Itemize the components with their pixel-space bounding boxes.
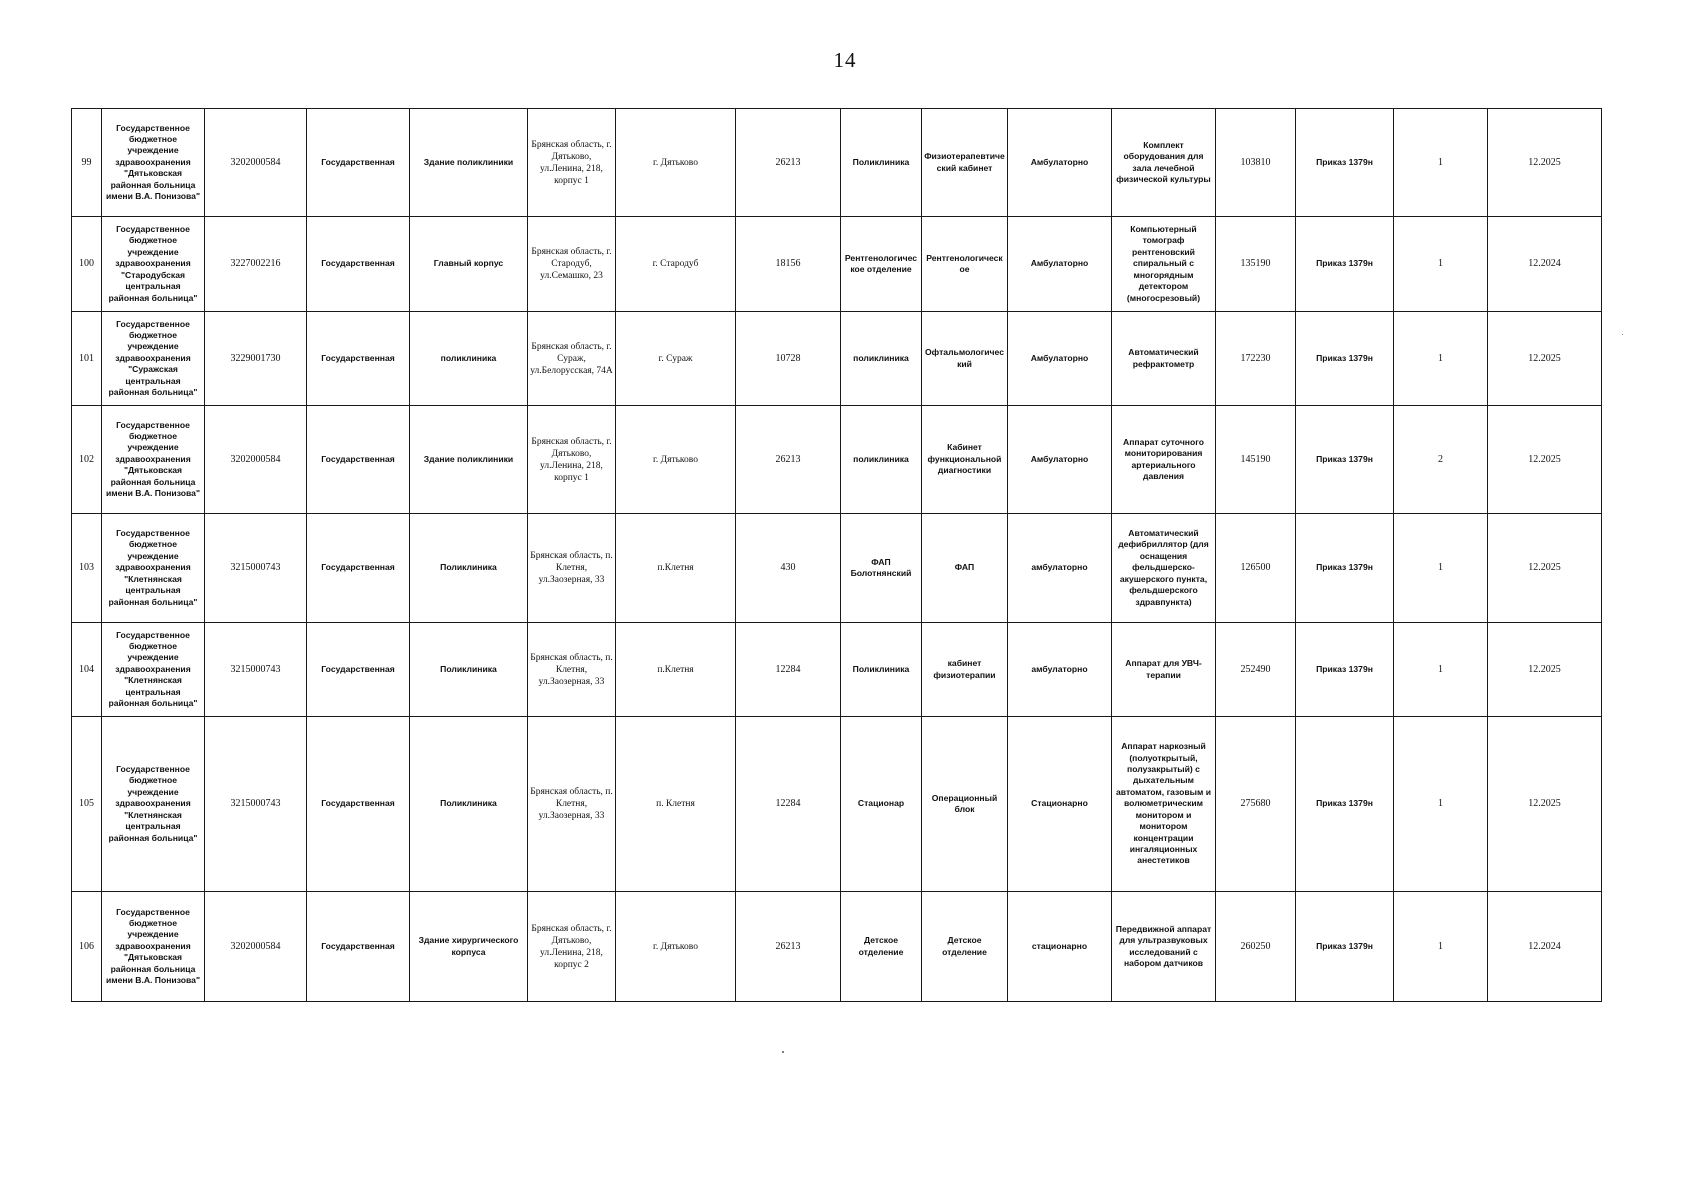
cell-quantity: 1: [1394, 623, 1488, 717]
cell-care-type: амбулаторно: [1008, 514, 1112, 623]
cell-ownership: Государственная: [307, 623, 410, 717]
table-row: [72, 717, 1602, 892]
cell-row-number: 104: [72, 623, 102, 717]
cell-population: 18156: [736, 217, 841, 312]
cell-unit: Физиотерапевтический кабинет: [922, 109, 1008, 217]
cell-address: Брянская область, п. Клетня, ул.Заозерная, 33: [528, 623, 616, 717]
cell-date: 12.2025: [1488, 717, 1602, 892]
cell-care-type: Амбулаторно: [1008, 109, 1112, 217]
cell-standard: Приказ 1379н: [1296, 514, 1394, 623]
cell-standard: Приказ 1379н: [1296, 892, 1394, 1002]
cell-department: Стационар: [841, 717, 922, 892]
cell-department: Детское отделение: [841, 892, 922, 1002]
equipment-table: [71, 108, 1602, 1002]
cell-ownership: Государственная: [307, 312, 410, 406]
cell-unit: кабинет физиотерапии: [922, 623, 1008, 717]
cell-building: поликлиника: [410, 312, 528, 406]
cell-address: Брянская область, п. Клетня, ул.Заозерная, 33: [528, 717, 616, 892]
cell-date: 12.2025: [1488, 109, 1602, 217]
cell-code: 260250: [1216, 892, 1296, 1002]
cell-equipment: Аппарат суточного мониторирования артериального давления: [1112, 406, 1216, 514]
cell-institution: Государственное бюджетное учреждение здравоохранения "Суражская центральная районная больница": [102, 312, 205, 406]
cell-care-type: Амбулаторно: [1008, 217, 1112, 312]
cell-date: 12.2024: [1488, 892, 1602, 1002]
cell-code: 172230: [1216, 312, 1296, 406]
cell-standard: Приказ 1379н: [1296, 312, 1394, 406]
cell-population: 26213: [736, 406, 841, 514]
cell-code: 103810: [1216, 109, 1296, 217]
cell-date: 12.2024: [1488, 217, 1602, 312]
cell-institution: Государственное бюджетное учреждение здравоохранения "Стародубская центральная районная больница": [102, 217, 205, 312]
cell-department: поликлиника: [841, 312, 922, 406]
cell-locality: п.Клетня: [616, 514, 736, 623]
cell-unit: Детское отделение: [922, 892, 1008, 1002]
cell-unit: Операционный блок: [922, 717, 1008, 892]
cell-institution: Государственное бюджетное учреждение здравоохранения "Клетнянская центральная районная больница": [102, 623, 205, 717]
cell-address: Брянская область, п. Клетня, ул.Заозерная, 33: [528, 514, 616, 623]
cell-department: Рентгенологическое отделение: [841, 217, 922, 312]
cell-quantity: 1: [1394, 514, 1488, 623]
cell-population: 10728: [736, 312, 841, 406]
cell-institution: Государственное бюджетное учреждение здравоохранения "Дятьковская районная больница имени В.А. Понизова": [102, 406, 205, 514]
cell-row-number: 103: [72, 514, 102, 623]
cell-row-number: 100: [72, 217, 102, 312]
cell-code: 126500: [1216, 514, 1296, 623]
cell-date: 12.2025: [1488, 406, 1602, 514]
cell-building: Поликлиника: [410, 514, 528, 623]
cell-date: 12.2025: [1488, 514, 1602, 623]
cell-equipment: Автоматический дефибриллятор (для оснащения фельдшерско-акушерского пункта, фельдшерского здравпункта): [1112, 514, 1216, 623]
cell-inn: 3229001730: [205, 312, 307, 406]
cell-ownership: Государственная: [307, 892, 410, 1002]
cell-standard: Приказ 1379н: [1296, 217, 1394, 312]
cell-locality: п.Клетня: [616, 623, 736, 717]
cell-inn: 3202000584: [205, 109, 307, 217]
cell-standard: Приказ 1379н: [1296, 406, 1394, 514]
cell-care-type: стационарно: [1008, 892, 1112, 1002]
cell-address: Брянская область, г. Дятьково, ул.Ленина, 218, корпус 1: [528, 406, 616, 514]
cell-department: поликлиника: [841, 406, 922, 514]
cell-address: Брянская область, г. Сураж, ул.Белорусская, 74А: [528, 312, 616, 406]
cell-locality: г. Дятьково: [616, 109, 736, 217]
page-number: 14: [833, 48, 857, 72]
table-row: [72, 406, 1602, 514]
cell-code: 252490: [1216, 623, 1296, 717]
cell-building: Здание поликлиники: [410, 406, 528, 514]
cell-population: 12284: [736, 623, 841, 717]
cell-standard: Приказ 1379н: [1296, 623, 1394, 717]
cell-address: Брянская область, г. Дятьково, ул.Ленина, 218, корпус 2: [528, 892, 616, 1002]
cell-building: Поликлиника: [410, 717, 528, 892]
cell-building: Главный корпус: [410, 217, 528, 312]
table-row: [72, 514, 1602, 623]
cell-quantity: 1: [1394, 109, 1488, 217]
cell-quantity: 1: [1394, 217, 1488, 312]
cell-building: Поликлиника: [410, 623, 528, 717]
cell-care-type: Амбулаторно: [1008, 406, 1112, 514]
table-row: [72, 623, 1602, 717]
cell-population: 430: [736, 514, 841, 623]
cell-unit: Рентгенологическое: [922, 217, 1008, 312]
cell-row-number: 101: [72, 312, 102, 406]
cell-inn: 3215000743: [205, 717, 307, 892]
cell-locality: п. Клетня: [616, 717, 736, 892]
cell-building: Здание хирургического корпуса: [410, 892, 528, 1002]
cell-ownership: Государственная: [307, 406, 410, 514]
table-row: [72, 892, 1602, 1002]
cell-standard: Приказ 1379н: [1296, 717, 1394, 892]
cell-ownership: Государственная: [307, 109, 410, 217]
cell-address: Брянская область, г. Стародуб, ул.Семашко, 23: [528, 217, 616, 312]
cell-department: Поликлиника: [841, 109, 922, 217]
cell-ownership: Государственная: [307, 514, 410, 623]
cell-institution: Государственное бюджетное учреждение здравоохранения "Клетнянская центральная районная больница": [102, 514, 205, 623]
cell-locality: г. Сураж: [616, 312, 736, 406]
cell-department: ФАП Болотнянский: [841, 514, 922, 623]
cell-date: 12.2025: [1488, 623, 1602, 717]
table-row: [72, 109, 1602, 217]
cell-building: Здание поликлиники: [410, 109, 528, 217]
cell-standard: Приказ 1379н: [1296, 109, 1394, 217]
cell-quantity: 1: [1394, 892, 1488, 1002]
cell-ownership: Государственная: [307, 717, 410, 892]
cell-inn: 3202000584: [205, 406, 307, 514]
scan-speck: [782, 1051, 784, 1053]
cell-care-type: Амбулаторно: [1008, 312, 1112, 406]
cell-quantity: 1: [1394, 717, 1488, 892]
cell-locality: г. Стародуб: [616, 217, 736, 312]
cell-unit: Офтальмологический: [922, 312, 1008, 406]
cell-population: 26213: [736, 109, 841, 217]
cell-inn: 3215000743: [205, 514, 307, 623]
cell-institution: Государственное бюджетное учреждение здравоохранения "Дятьковская районная больница имени В.А. Понизова": [102, 109, 205, 217]
cell-locality: г. Дятьково: [616, 892, 736, 1002]
cell-row-number: 106: [72, 892, 102, 1002]
cell-population: 26213: [736, 892, 841, 1002]
cell-row-number: 102: [72, 406, 102, 514]
cell-quantity: 1: [1394, 312, 1488, 406]
cell-institution: Государственное бюджетное учреждение здравоохранения "Дятьковская районная больница имени В.А. Понизова": [102, 892, 205, 1002]
cell-inn: 3215000743: [205, 623, 307, 717]
cell-equipment: Комплект оборудования для зала лечебной физической культуры: [1112, 109, 1216, 217]
cell-institution: Государственное бюджетное учреждение здравоохранения "Клетнянская центральная районная больница": [102, 717, 205, 892]
cell-row-number: 99: [72, 109, 102, 217]
cell-code: 145190: [1216, 406, 1296, 514]
cell-equipment: Аппарат наркозный (полуоткрытый, полузакрытый) с дыхательным автоматом, газовым и волюметрическим монитором и монитором концентрации ингаляционных анестетиков: [1112, 717, 1216, 892]
cell-unit: ФАП: [922, 514, 1008, 623]
cell-ownership: Государственная: [307, 217, 410, 312]
table-row: [72, 217, 1602, 312]
cell-equipment: Передвижной аппарат для ультразвуковых исследований с набором датчиков: [1112, 892, 1216, 1002]
cell-code: 275680: [1216, 717, 1296, 892]
cell-address: Брянская область, г. Дятьково, ул.Ленина, 218, корпус 1: [528, 109, 616, 217]
cell-care-type: Стационарно: [1008, 717, 1112, 892]
cell-inn: 3227002216: [205, 217, 307, 312]
cell-date: 12.2025: [1488, 312, 1602, 406]
cell-code: 135190: [1216, 217, 1296, 312]
scan-speck: [1622, 334, 1623, 335]
cell-department: Поликлиника: [841, 623, 922, 717]
cell-equipment: Автоматический рефрактометр: [1112, 312, 1216, 406]
cell-equipment: Компьютерный томограф рентгеновский спиральный с многорядным детектором (многосрезовый): [1112, 217, 1216, 312]
cell-quantity: 2: [1394, 406, 1488, 514]
cell-locality: г. Дятьково: [616, 406, 736, 514]
cell-equipment: Аппарат для УВЧ-терапии: [1112, 623, 1216, 717]
cell-row-number: 105: [72, 717, 102, 892]
cell-care-type: амбулаторно: [1008, 623, 1112, 717]
cell-unit: Кабинет функциональной диагностики: [922, 406, 1008, 514]
table-row: [72, 312, 1602, 406]
cell-inn: 3202000584: [205, 892, 307, 1002]
cell-population: 12284: [736, 717, 841, 892]
